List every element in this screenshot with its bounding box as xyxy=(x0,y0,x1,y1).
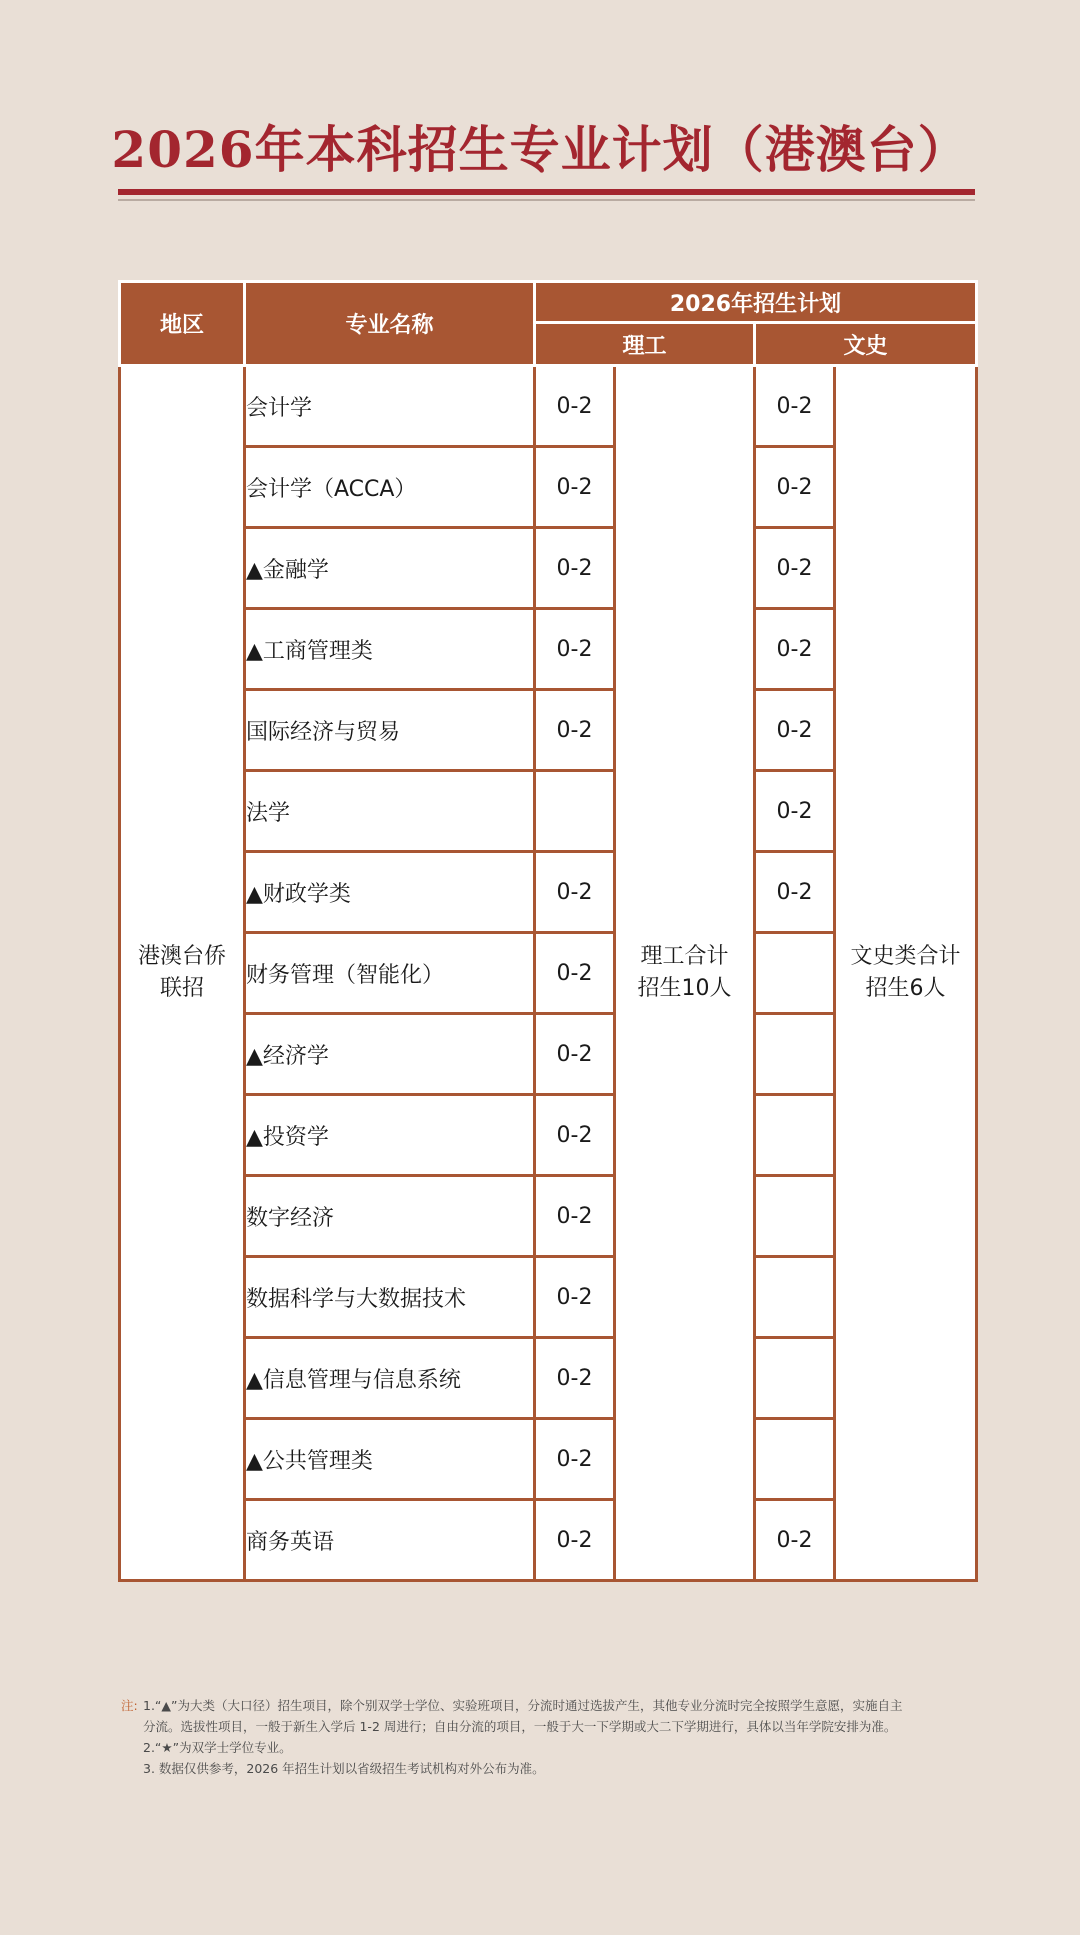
title-underline-thin xyxy=(118,199,975,201)
science-quota: 0-2 xyxy=(535,1014,615,1095)
footnote-text: 2.“★”为双学士学位专业。 xyxy=(143,1740,292,1755)
major-name: ▲公共管理类 xyxy=(245,1419,535,1500)
table-body xyxy=(120,366,977,1581)
major-name: 商务英语 xyxy=(245,1500,535,1581)
arts-quota: 0-2 xyxy=(755,852,835,933)
major-name: ▲信息管理与信息系统 xyxy=(245,1338,535,1419)
arts-total-cell xyxy=(835,366,977,1581)
footnote-label: 注: xyxy=(121,1698,138,1713)
major-name: 法学 xyxy=(245,771,535,852)
table-row xyxy=(120,366,977,447)
footnote-line xyxy=(121,1737,981,1758)
arts-total-line: 招生6人 xyxy=(865,976,946,1001)
science-quota: 0-2 xyxy=(535,366,615,447)
science-quota: 0-2 xyxy=(535,690,615,771)
footnote-line xyxy=(121,1716,981,1737)
science-quota: 0-2 xyxy=(535,1419,615,1500)
arts-quota: 0-2 xyxy=(755,771,835,852)
major-name: 国际经济与贸易 xyxy=(245,690,535,771)
footnotes xyxy=(121,1695,981,1779)
arts-quota xyxy=(755,1338,835,1419)
arts-quota xyxy=(755,1419,835,1500)
science-quota: 0-2 xyxy=(535,528,615,609)
science-total-line: 理工合计 xyxy=(640,944,729,969)
header-region: 地区 xyxy=(120,282,245,366)
major-name: ▲投资学 xyxy=(245,1095,535,1176)
footnote-text: 1.“▲”为大类（大口径）招生项目，除个别双学士学位、实验班项目，分流时通过选拔产生，其他专业分流时完全按照学生意愿，实施自主 xyxy=(143,1698,903,1713)
science-quota: 0-2 xyxy=(535,1500,615,1581)
major-name: 数据科学与大数据技术 xyxy=(245,1257,535,1338)
arts-quota: 0-2 xyxy=(755,1500,835,1581)
arts-quota: 0-2 xyxy=(755,447,835,528)
science-quota: 0-2 xyxy=(535,1257,615,1338)
header-science: 理工 xyxy=(535,323,755,366)
arts-quota xyxy=(755,1095,835,1176)
arts-total-line: 文史类合计 xyxy=(850,944,961,969)
major-name: 数字经济 xyxy=(245,1176,535,1257)
major-name: ▲财政学类 xyxy=(245,852,535,933)
major-name: ▲金融学 xyxy=(245,528,535,609)
footnote-text: 分流。选拔性项目，一般于新生入学后 1-2 周进行；自由分流的项目，一般于大一下学期或大二下学期进行，具体以当年学院安排为准。 xyxy=(143,1719,897,1734)
science-quota: 0-2 xyxy=(535,933,615,1014)
science-total-cell xyxy=(615,366,755,1581)
footnote-line xyxy=(121,1758,981,1779)
enrollment-plan-table xyxy=(118,280,978,1582)
region-cell-line: 联招 xyxy=(159,976,204,1001)
arts-quota xyxy=(755,1257,835,1338)
science-quota: 0-2 xyxy=(535,609,615,690)
major-name: 会计学 xyxy=(245,366,535,447)
major-name: 会计学（ACCA） xyxy=(245,447,535,528)
header-plan: 2026年招生计划 xyxy=(535,282,977,323)
arts-quota xyxy=(755,1176,835,1257)
arts-quota: 0-2 xyxy=(755,528,835,609)
science-quota: 0-2 xyxy=(535,1176,615,1257)
arts-quota: 0-2 xyxy=(755,609,835,690)
header-arts: 文史 xyxy=(755,323,977,366)
major-name: ▲经济学 xyxy=(245,1014,535,1095)
major-name: ▲工商管理类 xyxy=(245,609,535,690)
title-underline-thick xyxy=(118,189,975,195)
arts-quota: 0-2 xyxy=(755,366,835,447)
science-quota: 0-2 xyxy=(535,447,615,528)
footnote-text: 3. 数据仅供参考，2026 年招生计划以省级招生考试机构对外公布为准。 xyxy=(143,1761,545,1776)
arts-quota xyxy=(755,933,835,1014)
region-cell-line: 港澳台侨 xyxy=(137,944,226,969)
footnote-line xyxy=(121,1695,981,1716)
major-name: 财务管理（智能化） xyxy=(245,933,535,1014)
science-total-line: 招生10人 xyxy=(637,976,732,1001)
arts-quota xyxy=(755,1014,835,1095)
page-title: 2026年本科招生专业计划（港澳台） xyxy=(111,120,969,179)
science-quota: 0-2 xyxy=(535,1095,615,1176)
arts-quota: 0-2 xyxy=(755,690,835,771)
header-major: 专业名称 xyxy=(245,282,535,366)
region-cell xyxy=(120,366,245,1581)
science-quota: 0-2 xyxy=(535,1338,615,1419)
science-quota: 0-2 xyxy=(535,852,615,933)
science-quota xyxy=(535,771,615,852)
